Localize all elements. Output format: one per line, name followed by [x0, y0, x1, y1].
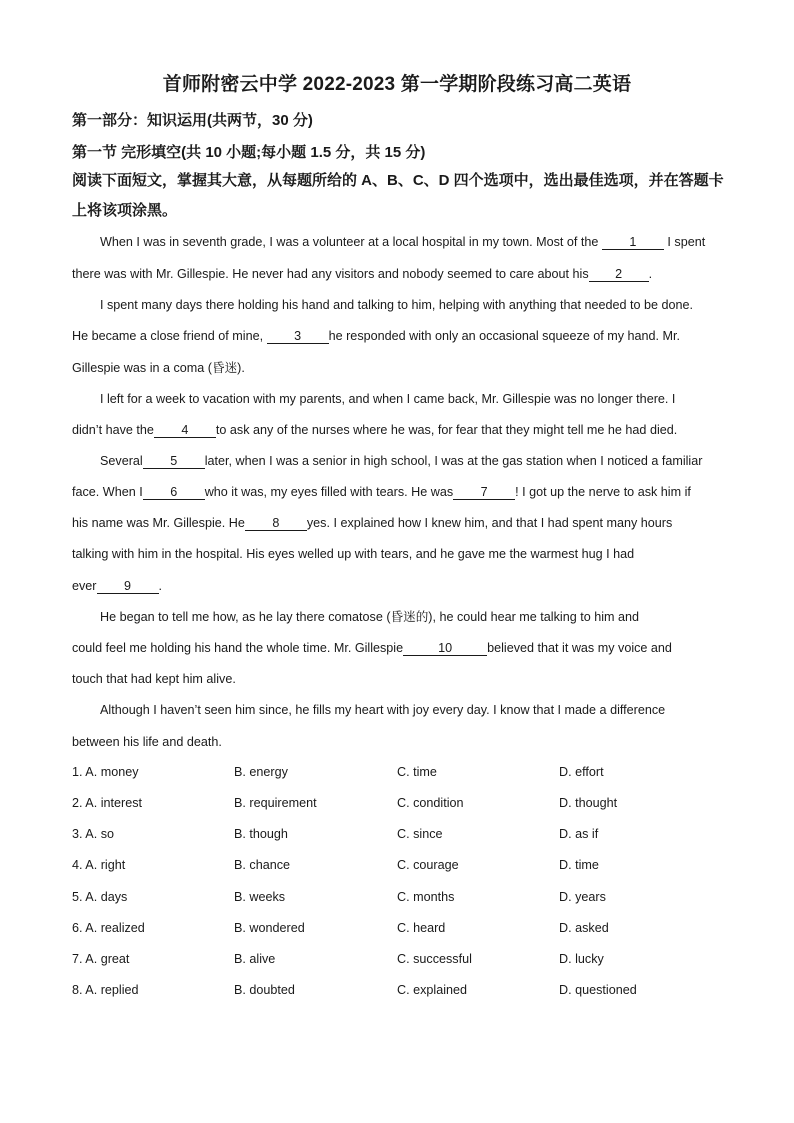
blank-3: 3	[267, 329, 329, 344]
option-d: D. as if	[559, 827, 599, 841]
blank-9: 9	[97, 579, 159, 594]
passage-line: He began to tell me how, as he lay there comatose (昏迷的), he could hear me talking to him and	[100, 610, 640, 624]
option-row	[72, 827, 732, 843]
passage-line: When I was in seventh grade, I was a volunteer at a local hospital in my town. Most of the 1 I spent	[100, 235, 706, 249]
option-b: B. energy	[234, 765, 288, 779]
option-row	[72, 983, 732, 999]
option-row	[72, 890, 732, 906]
passage-line: there was with Mr. Gillespie. He never had any visitors and nobody seemed to care about his 2 .	[72, 267, 653, 281]
passage-line: I left for a week to vacation with my parents, and when I came back, Mr. Gillespie was no longer there. I	[100, 392, 676, 406]
passage-line: Several 5 later, when I was a senior in high school, I was at the gas station when I noticed a familiar	[100, 454, 703, 468]
option-d: D. time	[559, 858, 599, 872]
passage-line: between his life and death.	[72, 735, 222, 749]
option-c: C. condition	[397, 796, 464, 810]
passage-line: didn’t have the 4 to ask any of the nurses where he was, for fear that they might tell me he had died.	[72, 423, 678, 437]
option-b: B. wondered	[234, 921, 305, 935]
exam-title: 首师附密云中学 2022-2023 第一学期阶段练习高二英语	[162, 74, 632, 95]
option-d: D. asked	[559, 921, 609, 935]
option-b: B. chance	[234, 858, 291, 872]
option-d: D. questioned	[559, 983, 637, 997]
option-b: B. weeks	[234, 890, 286, 904]
passage-line: He became a close friend of mine, 3 he responded with only an occasional squeeze of my hand. Mr.	[72, 329, 681, 343]
option-a: 4. A. right	[72, 858, 126, 872]
blank-8: 8	[245, 516, 307, 531]
option-a: 5. A. days	[72, 890, 128, 904]
passage-line: Gillespie was in a coma (昏迷).	[72, 361, 245, 375]
option-b: B. doubted	[234, 983, 295, 997]
option-a: 7. A. great	[72, 952, 130, 966]
option-d: D. effort	[559, 765, 604, 779]
section-heading: 第一节 完形填空(共 10 小题;每小题 1.5 分，共 15 分)	[72, 144, 426, 161]
option-row	[72, 796, 732, 812]
passage-line: touch that had kept him alive.	[72, 672, 236, 686]
option-a: 2. A. interest	[72, 796, 143, 810]
blank-4: 4	[154, 423, 216, 438]
option-c: C. since	[397, 827, 443, 841]
option-a: 8. A. replied	[72, 983, 139, 997]
blank-5: 5	[143, 454, 205, 469]
passage-line: his name was Mr. Gillespie. He 8 yes. I explained how I knew him, and that I had spent many hours	[72, 516, 673, 530]
blank-7: 7	[453, 485, 515, 500]
part-heading: 第一部分：知识运用(共两节，30 分)	[72, 112, 313, 129]
option-a: 1. A. money	[72, 765, 139, 779]
blank-10: 10	[403, 641, 487, 656]
blank-6: 6	[143, 485, 205, 500]
option-a: 3. A. so	[72, 827, 115, 841]
passage-line: I spent many days there holding his hand and talking to him, helping with anything that needed to be done.	[100, 298, 694, 312]
option-c: C. explained	[397, 983, 468, 997]
blank-2: 2	[589, 267, 649, 282]
option-b: B. requirement	[234, 796, 317, 810]
option-d: D. thought	[559, 796, 618, 810]
option-b: B. though	[234, 827, 288, 841]
option-c: C. courage	[397, 858, 459, 872]
instruction-text: 阅读下面短文，掌握其大意，从每题所给的 A、B、C、D 四个选项中，选出最佳选项，并在答题卡上将该项涂黑。	[72, 172, 724, 219]
option-b: B. alive	[234, 952, 276, 966]
option-c: C. heard	[397, 921, 446, 935]
option-c: C. time	[397, 765, 437, 779]
passage-line: Although I haven’t seen him since, he fills my heart with joy every day. I know that I made a difference	[100, 703, 666, 717]
passage-line: ever 9 .	[72, 579, 162, 593]
passage-line: could feel me holding his hand the whole time. Mr. Gillespie 10 believed that it was my voice and	[72, 641, 672, 655]
passage-line: talking with him in the hospital. His eyes welled up with tears, and he gave me the warmest hug I had	[72, 547, 635, 561]
option-row	[72, 858, 732, 874]
passage-line: face. When I 6 who it was, my eyes filled with tears. He was 7 ! I got up the nerve to ask him if	[72, 485, 691, 499]
option-a: 6. A. realized	[72, 921, 145, 935]
option-row	[72, 765, 732, 781]
option-d: D. lucky	[559, 952, 604, 966]
option-d: D. years	[559, 890, 606, 904]
option-c: C. successful	[397, 952, 472, 966]
option-c: C. months	[397, 890, 455, 904]
option-row	[72, 921, 732, 937]
blank-1: 1	[602, 235, 664, 250]
option-row	[72, 952, 732, 968]
